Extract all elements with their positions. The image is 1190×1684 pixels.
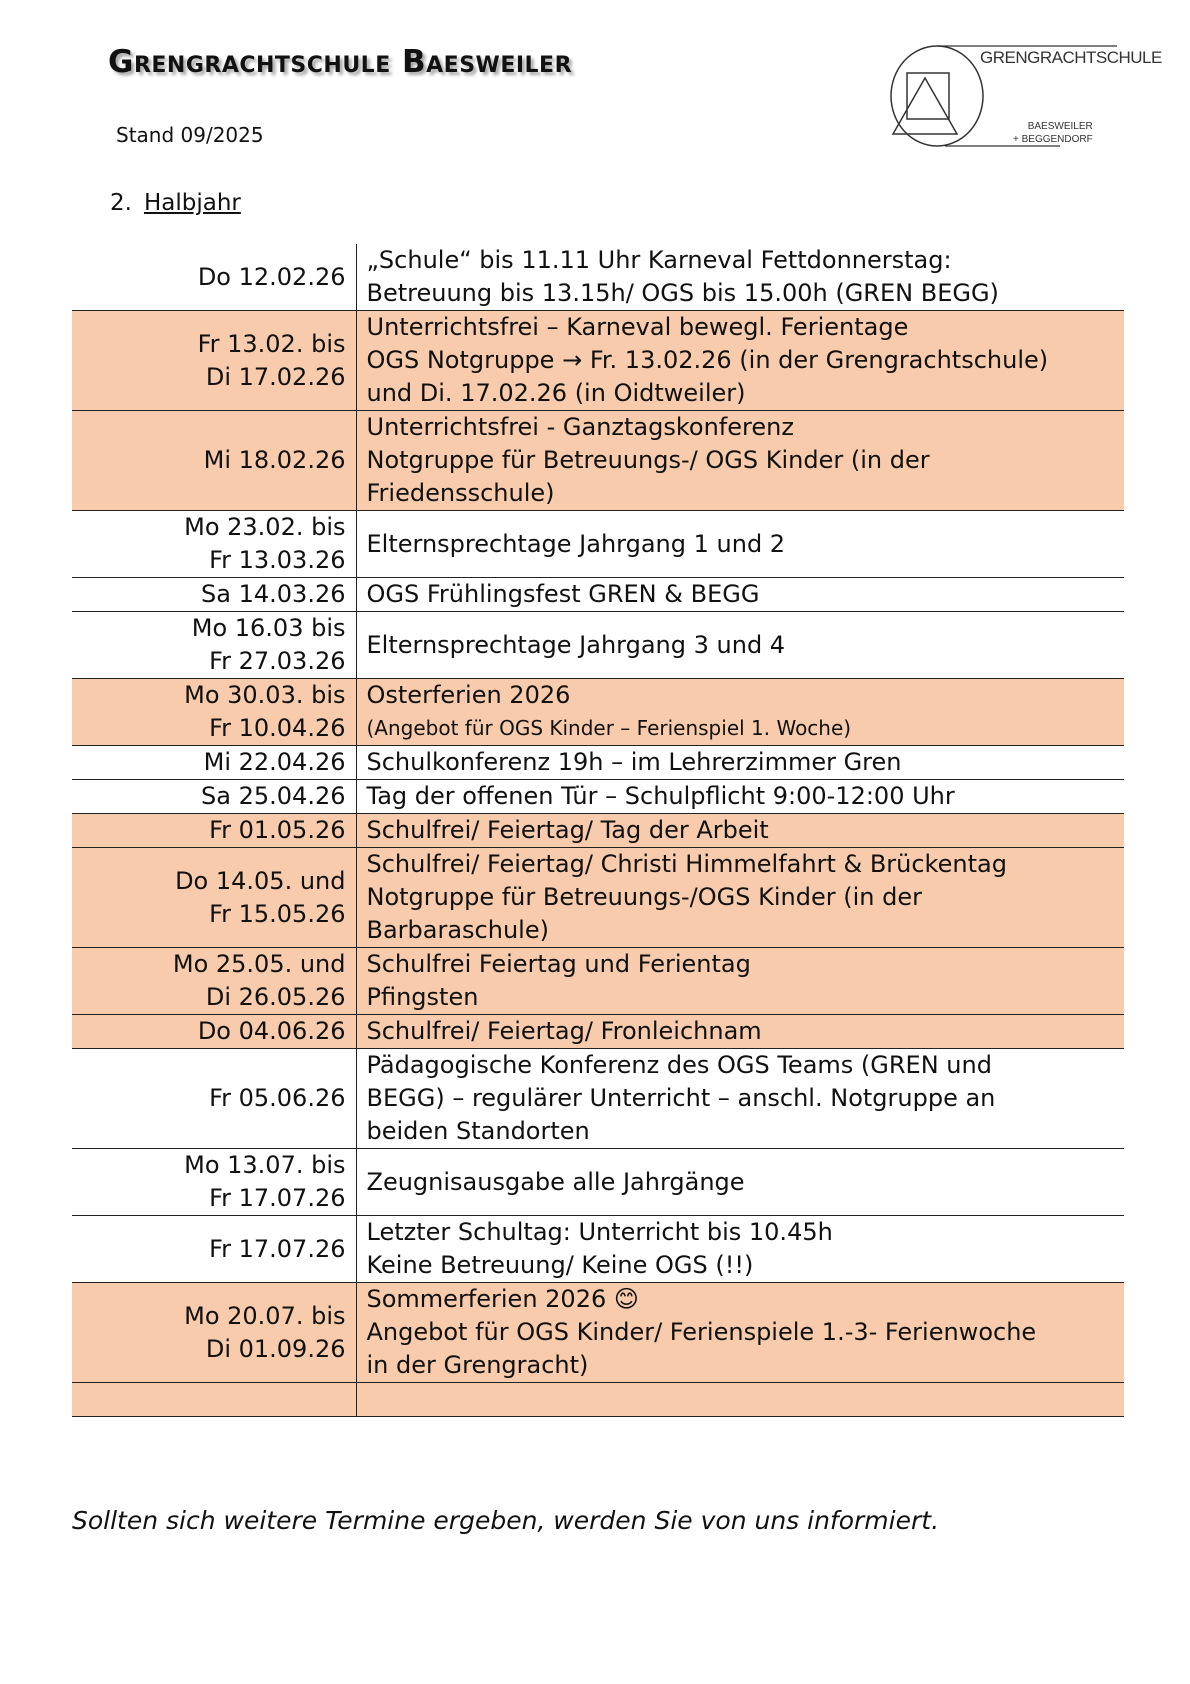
calendar-body (72, 244, 1124, 1417)
date-cell (72, 1216, 356, 1283)
description-cell (356, 1216, 1124, 1283)
description-line: Unterrichtsfrei – Karneval bewegl. Ferientage (366, 313, 909, 341)
description-line: Schulfrei/ Feiertag/ Fronleichnam (366, 1017, 762, 1045)
date-cell (72, 1149, 356, 1216)
date-line: Do 04.06.26 (197, 1017, 346, 1045)
calendar-row (72, 679, 1124, 746)
description-line: Elternsprechtage Jahrgang 3 und 4 (366, 630, 786, 659)
date-cell (72, 612, 356, 679)
date-line: Mo 13.07. bis (184, 1151, 346, 1179)
date-line: Mo 20.07. bis (184, 1301, 346, 1330)
date-line: Mo 16.03 bis (191, 614, 346, 642)
date-line: Mo 30.03. bis (184, 681, 346, 709)
date-line: Do 14.05. und (175, 866, 346, 895)
date-line: Fr 17.07.26 (209, 1234, 346, 1263)
date-line: Fr 10.04.26 (209, 714, 346, 742)
description-note: (Angebot für OGS Kinder – Ferienspiel 1. Woche) (366, 716, 852, 740)
calendar-row (72, 411, 1124, 511)
date-cell (72, 848, 356, 948)
date-line: Mi 18.02.26 (203, 446, 346, 474)
section-heading (110, 190, 241, 216)
date-cell (72, 1283, 356, 1383)
date-cell (72, 1383, 356, 1417)
description-cell (356, 1283, 1124, 1383)
date-cell (72, 780, 356, 814)
description-line: OGS Notgruppe → Fr. 13.02.26 (in der Grengrachtschule) (366, 346, 1049, 374)
footer-note: Sollten sich weitere Termine ergeben, werden Sie von uns informiert. (72, 1506, 940, 1535)
calendar-row (72, 948, 1124, 1015)
description-line: Notgruppe für Betreuungs-/ OGS Kinder (in der (366, 446, 930, 474)
description-line: Betreuung bis 13.15h/ OGS bis 15.00h (GREN BEGG) (366, 279, 999, 307)
description-cell (356, 1049, 1124, 1149)
section-number: 2. (110, 190, 132, 216)
description-cell (356, 948, 1124, 1015)
section-title: Halbjahr (143, 190, 241, 216)
description-cell (356, 814, 1124, 848)
description-line: und Di. 17.02.26 (in Oidtweiler) (366, 379, 746, 407)
date-cell (72, 1015, 356, 1049)
description-cell (356, 511, 1124, 578)
date-line: Mo 23.02. bis (184, 513, 346, 541)
description-line: Sommerferien 2026 😊 (366, 1285, 639, 1313)
description-cell (356, 311, 1124, 411)
date-line: Di 17.02.26 (205, 362, 346, 391)
description-line: Elternsprechtage Jahrgang 1 und 2 (366, 529, 786, 558)
description-line: Barbaraschule) (366, 916, 549, 944)
description-cell (356, 578, 1124, 612)
calendar-row (72, 311, 1124, 411)
date-line: Di 01.09.26 (205, 1334, 346, 1363)
calendar-row (72, 578, 1124, 612)
description-line: Schulfrei/ Feiertag/ Tag der Arbeit (366, 816, 769, 844)
date-line: Sa 25.04.26 (201, 782, 346, 810)
date-line: Fr 13.02. bis (197, 329, 346, 358)
date-line: Fr 01.05.26 (209, 816, 346, 844)
description-line: Unterrichtsfrei - Ganztagskonferenz (366, 413, 794, 441)
date-line: Mo 25.05. und (172, 950, 346, 978)
description-line (367, 1383, 1115, 1416)
date-cell (72, 948, 356, 1015)
description-line: Friedensschule) (366, 479, 555, 507)
date-line: Sa 14.03.26 (201, 580, 346, 608)
date-cell (72, 311, 356, 411)
description-line: Keine Betreuung/ Keine OGS (!!) (366, 1251, 754, 1279)
calendar-table (72, 244, 1124, 1417)
description-cell (356, 411, 1124, 511)
description-cell (356, 1015, 1124, 1049)
date-cell (72, 244, 356, 311)
calendar-row (72, 814, 1124, 848)
description-line: beiden Standorten (366, 1117, 590, 1145)
page-title: Grengrachtschule Baesweiler (108, 44, 573, 80)
description-line: Notgruppe für Betreuungs-/OGS Kinder (in der (366, 883, 922, 911)
calendar-row (72, 511, 1124, 578)
calendar-row (72, 848, 1124, 948)
description-line: Zeugnisausgabe alle Jahrgänge (366, 1167, 745, 1196)
date-line: Fr 17.07.26 (209, 1184, 346, 1212)
date-line: Fr 27.03.26 (209, 647, 346, 675)
description-line: Pädagogische Konferenz des OGS Teams (GREN und (366, 1051, 992, 1079)
date-line: Mi 22.04.26 (203, 748, 346, 776)
school-logo (885, 38, 1162, 156)
date-cell (72, 814, 356, 848)
date-cell (72, 1049, 356, 1149)
date-line: Fr 13.03.26 (209, 546, 346, 574)
description-line: Osterferien 2026 (366, 681, 571, 709)
date-cell (72, 578, 356, 612)
calendar-row (72, 612, 1124, 679)
description-line: Tag der offenen Tür – Schulpflicht 9:00-12:00 Uhr (366, 782, 955, 810)
description-line: Schulkonferenz 19h – im Lehrerzimmer Gren (366, 748, 902, 776)
description-line: „Schule“ bis 11.11 Uhr Karneval Fettdonnerstag: (366, 246, 952, 274)
calendar-row (72, 1149, 1124, 1216)
calendar-row (72, 1015, 1124, 1049)
description-cell (356, 612, 1124, 679)
description-line: in der Grengracht) (366, 1351, 589, 1379)
date-cell (72, 679, 356, 746)
description-cell (356, 746, 1124, 780)
date-cell (72, 746, 356, 780)
date-line: Fr 05.06.26 (209, 1084, 346, 1112)
calendar-row (72, 1049, 1124, 1149)
logo-name: GRENGRACHTSCHULE (980, 48, 1162, 67)
description-cell (356, 1383, 1124, 1417)
stand-date: Stand 09/2025 (116, 123, 264, 147)
description-line: BEGG) – regulärer Unterricht – anschl. Notgruppe an (366, 1084, 996, 1112)
description-cell (356, 1149, 1124, 1216)
description-cell (356, 244, 1124, 311)
date-line: Di 26.05.26 (205, 983, 346, 1011)
calendar-row (72, 244, 1124, 311)
description-line: Letzter Schultag: Unterricht bis 10.45h (366, 1218, 833, 1246)
calendar-row (72, 780, 1124, 814)
description-line: Angebot für OGS Kinder/ Ferienspiele 1.-3- Ferienwoche (366, 1318, 1037, 1346)
date-cell (72, 511, 356, 578)
calendar-row (72, 1216, 1124, 1283)
calendar-row (72, 1283, 1124, 1383)
logo-subtitle-line: BAESWEILER (1027, 121, 1093, 132)
date-line: Fr 15.05.26 (209, 899, 346, 928)
description-line: OGS Frühlingsfest GREN & BEGG (366, 580, 760, 608)
logo-subtitle (1013, 120, 1093, 146)
date-line: Do 12.02.26 (197, 262, 346, 291)
calendar-row (72, 1383, 1124, 1417)
description-cell (356, 679, 1124, 746)
description-line: Pfingsten (366, 983, 479, 1011)
description-line: Schulfrei/ Feiertag/ Christi Himmelfahrt & Brückentag (366, 850, 1007, 878)
logo-subtitle-line: + BEGGENDORF (1013, 134, 1093, 145)
date-cell (72, 411, 356, 511)
description-cell (356, 848, 1124, 948)
description-cell (356, 780, 1124, 814)
description-line: Schulfrei Feiertag und Ferientag (366, 950, 751, 978)
calendar-row (72, 746, 1124, 780)
